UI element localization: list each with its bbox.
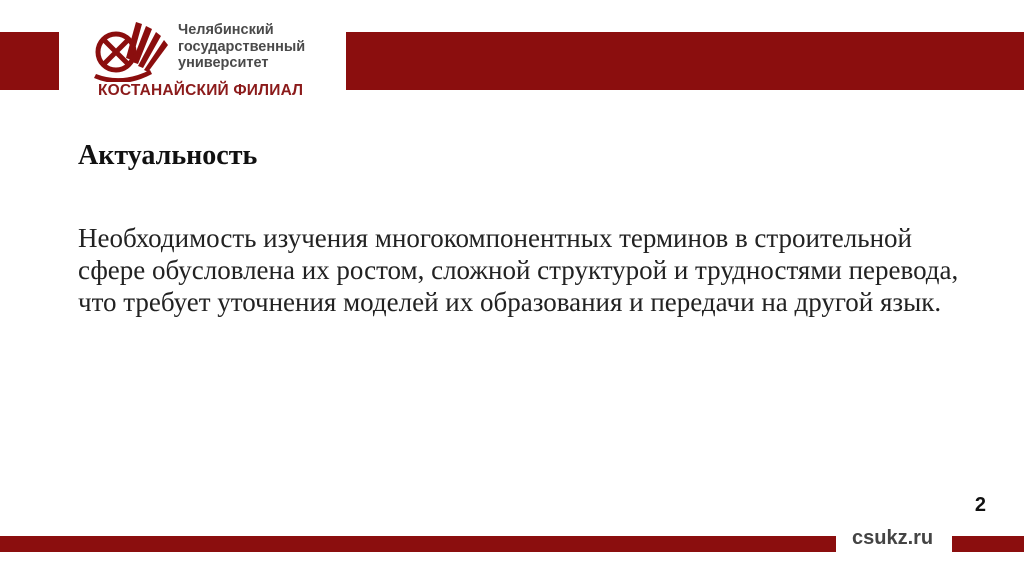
branch-name: КОСТАНАЙСКИЙ ФИЛИАЛ [98, 82, 304, 99]
university-logo [92, 14, 352, 104]
university-emblem-icon [92, 18, 174, 82]
footer-band-right [952, 536, 1024, 552]
university-name-line-3: университет [178, 55, 269, 71]
page-number: 2 [974, 494, 986, 516]
header-band-right [346, 32, 1024, 90]
slide-body-text: Необходимость изучения многокомпонентных терминов в строительной сфере обусловлена их ростом, сложной структурой и трудностями перевода, что требует уточнения моделей их образования и передачи на другой язык. [78, 223, 959, 317]
university-name-line-1: Челябинский [178, 22, 274, 38]
university-name [178, 22, 358, 72]
slide-title: Актуальность [78, 140, 258, 171]
footer-site-link[interactable]: csukz.ru [852, 527, 934, 549]
university-name-line-2: государственный [178, 38, 306, 55]
header-band-left [0, 32, 59, 90]
footer-band-left [0, 536, 836, 552]
